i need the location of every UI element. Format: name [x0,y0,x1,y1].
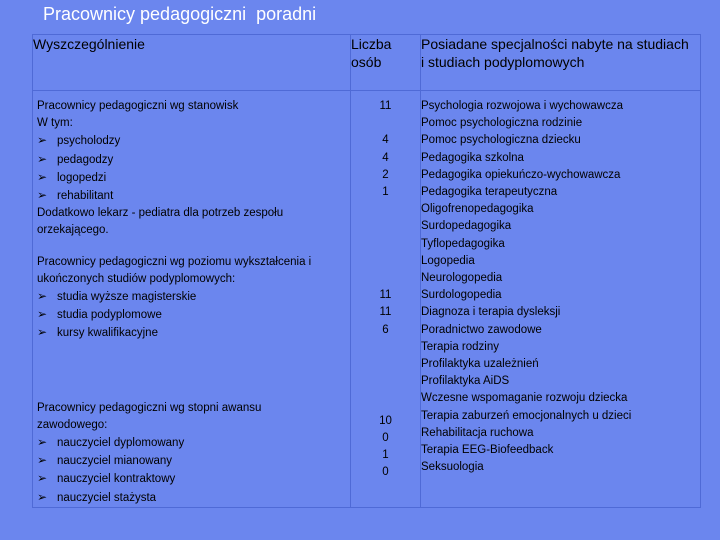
specialty-item: Profilaktyka uzależnień [421,358,539,371]
count-value: 6 [382,323,389,336]
specialty-item: Oligofrenopedagogika [421,203,534,216]
count-cell [351,91,421,508]
list-item: ➢ logopedzi [37,169,346,187]
list-item: ➢ studia wyższe magisterskie [37,288,346,306]
count-value: 0 [382,466,389,479]
list-item: ➢ kursy kwalifikacyjne [37,324,346,342]
count-value: 4 [382,134,389,147]
arrow-bullet-icon: ➢ [37,169,48,184]
arrow-bullet-icon: ➢ [37,471,48,486]
group-promotion [33,400,350,507]
count-value: 11 [379,289,392,302]
specialty-item: Rehabilitacja ruchowa [421,426,534,439]
group-education-title-line2: ukończonych studiów podyplomowych: [37,272,236,285]
list-item: ➢ nauczyciel kontraktowy [37,470,346,488]
group-positions-note-line2: orzekającego. [37,224,109,237]
specialty-item: Surdologopedia [421,289,502,302]
count-value: 1 [382,186,389,198]
specialty-item: Poradnictwo zawodowe [421,323,542,336]
count-value: 11 [379,100,392,112]
count-value: 11 [379,306,392,319]
specialty-item: Diagnoza i terapia dysleksji [421,306,561,319]
count-value: 1 [382,449,389,462]
specialty-item: Wczesne wspomaganie rozwoju dziecka [421,392,628,405]
description-cell [33,91,351,508]
header-count-line2: osób [351,54,382,70]
specialties-cell [421,91,701,508]
arrow-bullet-icon: ➢ [37,453,48,468]
specialty-item: Surdopedagogika [421,220,512,233]
list-item: ➢ pedagodzy [37,151,346,169]
arrow-bullet-icon: ➢ [37,435,48,450]
group-positions-note-line1: Dodatkowo lekarz - pediatra dla potrzeb zespołu [37,207,284,220]
list-item: ➢ nauczyciel mianowany [37,452,346,470]
arrow-bullet-icon: ➢ [37,325,48,340]
arrow-bullet-icon: ➢ [37,151,48,166]
specialties-list [421,98,700,476]
list-item: ➢ psycholodzy [37,132,346,150]
specialty-item: Logopedia [421,254,475,267]
specialty-item: Tyflopedagogika [421,237,505,250]
page-title: Pracownicy pedagogiczni poradni [43,4,317,24]
header-count-line1: Liczba [351,36,392,52]
group-education-title-line1: Pracownicy pedagogiczni wg poziomu wykształcenia i [37,255,312,268]
arrow-bullet-icon: ➢ [37,307,48,322]
group-promotion-title-line1: Pracownicy pedagogiczni wg stopni awansu [37,401,262,414]
specialty-item: Psychologia rozwojowa i wychowawcza [421,100,623,112]
list-item: ➢ nauczyciel stażysta [37,489,346,507]
group-positions [33,98,350,240]
group-promotion-title-line2: zawodowego: [37,418,108,431]
group-education [33,254,350,343]
header-count [351,35,421,91]
count-value: 0 [382,432,389,445]
specialty-item: Pomoc psychologiczna rodzinie [421,117,583,130]
specialty-item: Terapia zaburzeń emocjonalnych u dzieci [421,409,632,422]
specialty-item: Pomoc psychologiczna dziecku [421,134,581,147]
count-value: 4 [382,151,389,164]
specialty-item: Pedagogika szkolna [421,151,524,164]
specialty-item: Seksuologia [421,461,484,474]
list-item: ➢ studia podyplomowe [37,306,346,324]
arrow-bullet-icon: ➢ [37,133,48,148]
arrow-bullet-icon: ➢ [37,489,48,504]
specialty-item: Pedagogika terapeutyczna [421,186,558,199]
header-description [33,35,351,91]
specialty-item: Terapia EEG-Biofeedback [421,444,554,457]
specialty-item: Pedagogika opiekuńczo-wychowawcza [421,168,621,181]
specialty-item: Terapia rodziny [421,340,499,353]
list-item: ➢ rehabilitant [37,187,346,205]
count-value: 10 [379,414,392,427]
specialty-item: Profilaktyka AiDS [421,375,510,388]
header-specialties-line1: Posiadane specjalności nabyte na studiach [421,36,689,52]
staff-table [32,34,701,508]
arrow-bullet-icon: ➢ [37,289,48,304]
header-specialties [421,35,701,91]
header-specialties-line2: i studiach podyplomowych [421,54,585,70]
list-item: ➢ nauczyciel dyplomowany [37,434,346,452]
group-positions-title: Pracownicy pedagogiczni wg stanowisk [37,100,239,112]
count-value: 2 [382,168,389,181]
header-description-label: Wyszczególnienie [33,36,145,52]
group-positions-subtitle: W tym: [37,117,73,130]
arrow-bullet-icon: ➢ [37,188,48,203]
specialty-item: Neurologopedia [421,272,503,285]
